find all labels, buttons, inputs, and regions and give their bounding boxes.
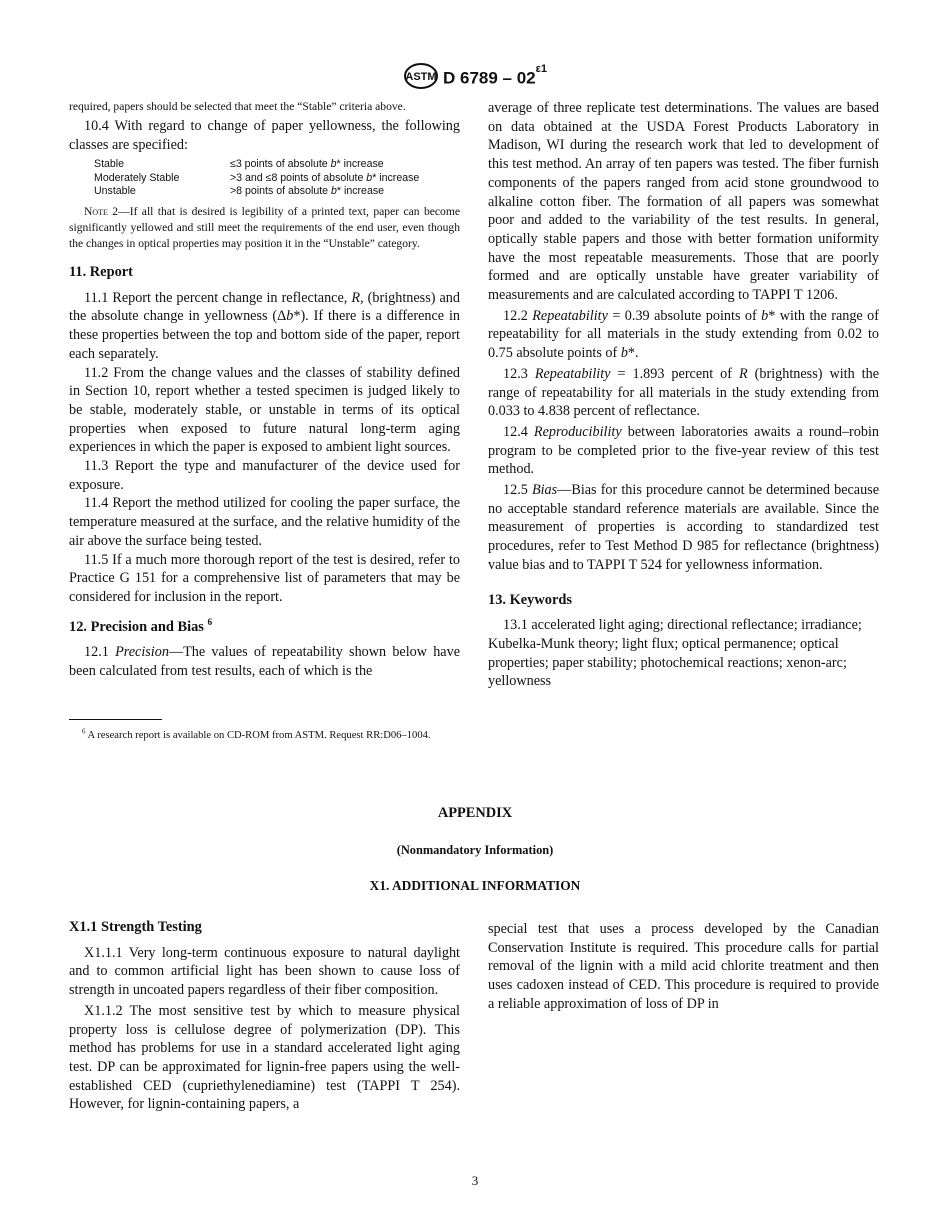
paragraph-11-4: 11.4 Report the method utilized for cooling the paper surface, the temperature measured at the surface, and the relative humidity of the air above the surface being tested.: [69, 495, 460, 549]
paragraph-11-5: 11.5 If a much more thorough report of the test is desired, refer to Practice G 151 for a comprehensive list of parameters that may be considered for inclusion in the report.: [69, 551, 460, 605]
paragraph-x1-1-2: X1.1.2 The most sensitive test by which to measure physical property loss is cellulose degree of polymerization (DP). This method has problems for use in a standard accelerated light aging test. DP can be approximated for lignin-free papers using the well-established CED (cupriethylenediamine) test (TAPPI T 254). However, for lignin-containing papers, a: [69, 1002, 460, 1113]
table-row: Moderately Stable >3 and ≤8 points of absolute b* increase: [94, 171, 420, 184]
paragraph-12-1-continuation: average of three replicate test determinations. The values are based on data obtained at the USDA Forest Products Laboratory in Madison, WI during the research work that led to development of this test method. An array of ten papers was tested. The fiber furnish components of the papers ranged from acid stone groundwood to alkaline cotton fiber. The formation of all papers was somewhat poor and added to the variability of the test results. In general, optically stable papers and those with better formation uniformity have the most repeatable measurements. Those that are poorly formed and are optically unstable have greater variability of measurements and are calculated according to TAPPI T 1206.: [488, 100, 879, 304]
paragraph-12-1: 12.1 Precision—The values of repeatability shown below have been calculated from test results, each of which is the: [69, 644, 461, 680]
section-heading-11: 11. Report: [69, 264, 133, 281]
document-designation: D 6789 – 02: [443, 68, 536, 88]
paragraph-11-1: 11.1 Report the percent change in reflectance, R, (brightness) and the absolute change in yellowness (Δb*). If there is a difference in these properties between the top and bottom side of the paper, report each separately.: [69, 289, 461, 362]
heading-x1-1: X1.1 Strength Testing: [69, 919, 202, 935]
table-row: Unstable >8 points of absolute b* increase: [94, 184, 385, 197]
paragraph-12-2: 12.2 Repeatability = 0.39 absolute points of b* with the range of repeatability for all materials in the study extending from 0.02 to 0.75 absolute points of b*.: [488, 307, 879, 362]
section-heading-13: 13. Keywords: [488, 591, 572, 608]
paragraph-12-3: 12.3 Repeatability = 1.893 percent of R (brightness) with the range of repeatability for all materials in the study extending from 0.033 to 4.838 percent of reflectance.: [488, 365, 880, 420]
paragraph-12-5: 12.5 Bias—Bias for this procedure cannot be determined because no acceptable standard reference materials are available. Since the measurement of properties is according to standardized test procedures, refer to Test Method D 985 for reflectance (brightness) value bias and to TAPPI T 524 for yellowness information.: [488, 482, 879, 573]
paragraph-12-4: 12.4 Reproducibility between laboratories awaits a round–robin program to be completed prior to the five-year review of this test method.: [488, 423, 880, 478]
yellowness-class-table: [94, 158, 460, 198]
note-2: Note 2—If all that is desired is legibility of a printed text, paper can become significantly yellowed and still meet the requirements of the end user, even though the changes in optical properties may position it in the “Unstable” category.: [69, 205, 460, 251]
table-row: Stable ≤3 points of absolute b* increase: [94, 158, 384, 171]
footnote-6: $^6$ A research report is available on CD-ROM from ASTM. Request RR:D06–1004.: [82, 728, 431, 741]
appendix-title: APPENDIX: [437, 805, 513, 821]
appendix-left-column: [69, 918, 460, 1114]
paragraph-x1-1-1: X1.1.1 Very long-term continuous exposure to natural daylight and to common artificial light has been shown to cause loss of strength in uncoated papers regardless of their fiber composition.: [69, 944, 460, 999]
section-heading-12: 12. Precision and Bias $^6$: [69, 617, 213, 635]
paragraph-continuation: required, papers should be selected that meet the “Stable” criteria above.: [69, 100, 406, 113]
left-column: [69, 99, 460, 681]
paragraph-x1-1-2-continuation: special test that uses a process developed by the Canadian Conservation Institute is required. This procedure calls for partial removal of the lignin with a mild acid chlorite treatment and then uses cadoxen instead of CED. This procedure is required to provide a reliable approximation of loss of DP in: [488, 921, 879, 1012]
right-column: [488, 99, 879, 691]
paragraph-11-3: 11.3 Report the type and manufacturer of the device used for exposure.: [69, 458, 460, 493]
footnote-divider: [69, 719, 162, 720]
svg-text:ASTM: ASTM: [405, 71, 437, 83]
page-number: 3: [471, 1173, 479, 1188]
paragraph-13-1: 13.1 accelerated light aging; directional reflectance; irradiance; Kubelka-Munk theory; light flux; optical permanence; optical properties; paper stability; photochemical reactions; xenon-arc; yellowness: [488, 617, 862, 690]
paragraph-10-4: 10.4 With regard to change of paper yellowness, the following classes are specified:: [69, 118, 460, 153]
footnote-ref: 6: [207, 617, 213, 628]
appendix-subtitle: (Nonmandatory Information): [396, 843, 554, 857]
appendix-right-column: [488, 920, 879, 1014]
designation-superscript: ε1: [535, 63, 547, 76]
page-header: [0, 62, 950, 95]
paragraph-11-2: 11.2 From the change values and the classes of stability defined in Section 10, report whether a tested specimen is judged likely to be stable, moderately stable, or unstable in terms of its optical properties when exposed to future natural long-term aging experiences in which the paper is exposed to ambient light sources.: [69, 364, 460, 456]
astm-logo-icon: [403, 62, 439, 95]
appendix-section-title: X1. ADDITIONAL INFORMATION: [369, 878, 581, 893]
